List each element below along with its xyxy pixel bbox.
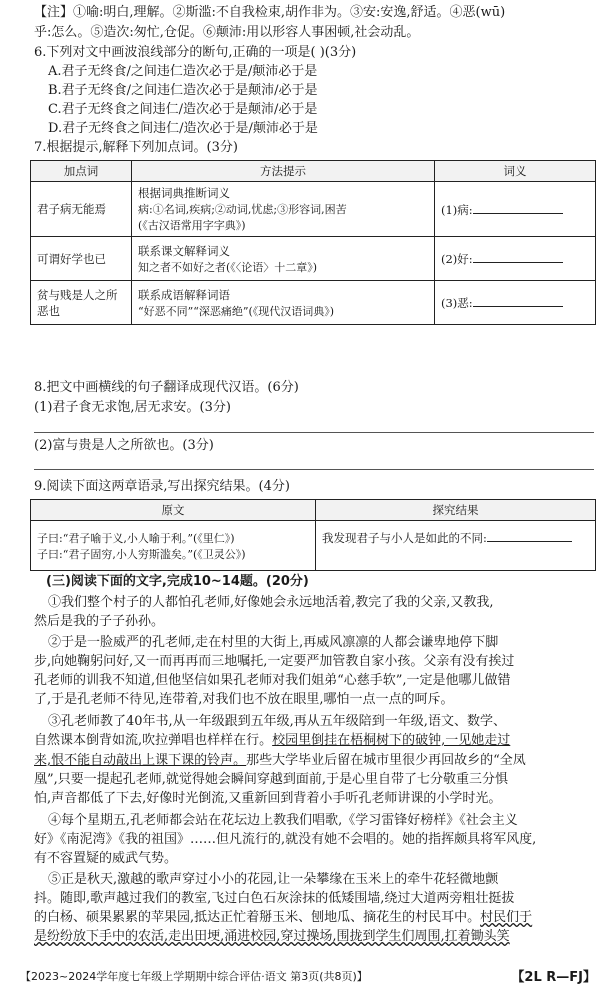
q9-quote-2: 子曰:“君子固穷,小人穷斯滥矣。”(《卫灵公》) bbox=[37, 547, 246, 561]
q7-header-meaning: 词义 bbox=[435, 161, 596, 182]
footer-code: 【2L R—FJ】 bbox=[511, 970, 596, 985]
q7-word: 可谓好学也已 bbox=[31, 237, 132, 281]
q7-hint-line: 病:①名词,疾病;②动词,忧虑;③形容词,困苦 bbox=[138, 203, 347, 216]
q7-row bbox=[31, 281, 596, 325]
q6-option-d: D.君子无终食之间违仁/造次必于是/颠沛必于是 bbox=[48, 121, 318, 136]
q9-result-cell bbox=[316, 521, 596, 571]
q9-result-label: 我发现君子与小人是如此的不同: bbox=[322, 531, 487, 545]
paragraph-line: ①我们整个村子的人都怕孔老师,好像她会永远地活着,教完了我的父亲,又教我, bbox=[48, 595, 494, 610]
paragraph-line: 步,向她鞠躬问好,又一而再再而三地嘱托,一定要严加管教自家小孩。父亲有没有挨过 bbox=[34, 654, 515, 669]
paragraph-text: 的白杨、硕果累累的苹果园,抵达正忙着掰玉米、刨地瓜、摘花生的村民耳中。 bbox=[34, 910, 481, 925]
q7-answer-cell bbox=[435, 237, 596, 281]
q7-answer-cell bbox=[435, 281, 596, 325]
q7-hint-cell bbox=[132, 281, 435, 325]
paragraph-line: 然后是我的子子孙孙。 bbox=[34, 614, 165, 629]
q7-hint-line: “好恶不同”“深恶痛绝”(《现代汉语词典》) bbox=[138, 304, 335, 318]
q9-table bbox=[30, 499, 596, 571]
q7-hint-line: 根据词典推断词义 bbox=[138, 186, 230, 200]
paragraph-line bbox=[34, 752, 526, 770]
q7-hint-cell bbox=[132, 237, 435, 281]
q7-answer-label: (1)病: bbox=[441, 202, 473, 217]
q9-quote-1: 子曰:“君子喻于义,小人喻于利。”(《里仁》) bbox=[37, 531, 235, 545]
q7-stem: 7.根据提示,解释下列加点词。(3分) bbox=[34, 140, 238, 155]
q9-stem: 9.阅读下面这两章语录,写出探究结果。(4分) bbox=[34, 479, 290, 494]
paragraph-line: ③孔老师教了40年书,从一年级跟到五年级,再从五年级陪到一年级,语文、数学、 bbox=[48, 714, 506, 729]
underlined-text: 来,恨不能自动敲出上课下课的铃声。 bbox=[34, 753, 247, 768]
q8-answer-line-2[interactable] bbox=[34, 469, 594, 470]
q6-option-b: B.君子无终食/之间违仁造次必于是颠沛/必于是 bbox=[48, 83, 318, 98]
q7-answer-label: (2)好: bbox=[441, 252, 473, 266]
answer-blank[interactable] bbox=[473, 294, 563, 307]
q9-header-original: 原文 bbox=[31, 500, 316, 521]
section3-title: (三)阅读下面的文字,完成10~14题。(20分) bbox=[46, 574, 309, 589]
paragraph-text: 自然课本倒背如流,吹拉弹唱也样样在行。 bbox=[34, 733, 273, 748]
paragraph-line: 怕,声音都低了下去,好像时光倒流,又重新回到背着小手听孔老师讲课的小学时光。 bbox=[34, 791, 502, 806]
wavy-underlined-text: 是纷纷放下手中的农活,走出田埂,涌进校园,穿过操场,围拢到学生们周围,扛着锄头笑 bbox=[34, 929, 510, 944]
answer-blank[interactable] bbox=[473, 201, 563, 214]
q8-answer-line-1[interactable] bbox=[34, 432, 594, 433]
answer-blank[interactable] bbox=[487, 529, 572, 542]
answer-blank[interactable] bbox=[473, 250, 563, 263]
q7-hint-line: (《古汉语常用字字典》) bbox=[138, 219, 246, 232]
underlined-text: 校园里倒挂在梧桐树下的破钟,一见她走过 bbox=[272, 733, 511, 748]
q9-header-result: 探究结果 bbox=[316, 500, 596, 521]
note-line-1: 【注】①喻:明白,理解。②斯滥:不自我检束,胡作非为。③安:安逸,舒适。④恶(wū) bbox=[34, 5, 506, 20]
q7-table bbox=[30, 160, 596, 325]
q7-header-hint: 方法提示 bbox=[132, 161, 435, 182]
paragraph-line: 有不容置疑的威武气势。 bbox=[34, 851, 178, 866]
paragraph-line: ④每个星期五,孔老师都会站在花坛边上教我们唱歌,《学习雷锋好榜样》《社会主义 bbox=[48, 813, 518, 828]
q7-hint-line: 联系课文解释词义 bbox=[138, 243, 230, 258]
page-footer bbox=[20, 966, 596, 986]
q7-word: 贫与贱是人之所恶也 bbox=[31, 281, 132, 325]
q8-stem: 8.把文中画横线的句子翻译成现代汉语。(6分) bbox=[34, 380, 299, 395]
paragraph-line bbox=[34, 909, 532, 927]
paragraph-line: 凰”,只要一提起孔老师,就觉得她会瞬间穿越到面前,于是心里自带了七分敬重三分惧 bbox=[34, 772, 509, 787]
q8-sentence-2: (2)富与贵是人之所欲也。(3分) bbox=[34, 438, 214, 453]
q7-answer-label: (3)恶: bbox=[441, 296, 473, 310]
q7-header-word: 加点词 bbox=[31, 161, 132, 182]
paragraph-text: 那些大学毕业后留在城市里很少再回故乡的“全凤 bbox=[246, 753, 526, 768]
q7-word: 君子病无能焉 bbox=[31, 182, 132, 237]
paragraph-line: ⑤正是秋天,激越的歌声穿过小小的花园,让一朵攀缘在玉米上的牵牛花轻微地颤 bbox=[48, 872, 499, 887]
q6-option-c: C.君子无终食之间违仁/造次必于是颠沛/必于是 bbox=[48, 102, 318, 117]
paragraph-line: 好》《南泥湾》《我的祖国》……但凡流行的,就没有她不会唱的。她的指挥颇具将军风度, bbox=[34, 832, 537, 847]
paragraph-line bbox=[34, 732, 510, 750]
paragraph-line: 孔老师的训我不知道,但他坚信如果孔老师对我们姐弟“心慈手软”,一定是他哪儿做错 bbox=[34, 673, 511, 688]
q7-row bbox=[31, 182, 596, 237]
footer-exam-info: 【2023~2024学年度七年级上学期期中综合评估·语文 第3页(共8页)】 bbox=[20, 970, 368, 983]
q7-hint-line: 知之者不如好之者(《〈论语〉十二章》) bbox=[138, 260, 318, 274]
note-line-2: 乎:怎么。⑤造次:匆忙,仓促。⑥颠沛:用以形容人事困顿,社会动乱。 bbox=[34, 25, 420, 40]
paragraph-line: ②于是一脸威严的孔老师,走在村里的大街上,再威风凛凛的人都会谦卑地停下脚 bbox=[48, 635, 499, 650]
paragraph-line: 抖。随即,歌声越过我们的教室,飞过白色石灰涂抹的低矮围墙,绕过大道两旁粗壮挺拔 bbox=[34, 891, 515, 906]
wavy-underlined-text: 村民们于 bbox=[480, 910, 533, 925]
q8-sentence-1: (1)君子食无求饱,居无求安。(3分) bbox=[34, 400, 231, 415]
q7-hint-cell bbox=[132, 182, 435, 237]
q7-hint-line: 联系成语解释词语 bbox=[138, 287, 230, 302]
q9-quotes-cell bbox=[31, 521, 316, 571]
q6-stem: 6.下列对文中画波浪线部分的断句,正确的一项是( )(3分) bbox=[34, 45, 357, 60]
q6-option-a: A.君子无终食/之间违仁造次必于是/颠沛必于是 bbox=[48, 64, 318, 79]
q7-row bbox=[31, 237, 596, 281]
paragraph-line: 了,于是孔老师不待见,连带着,对我们也不放在眼里,哪怕一点一点的呵斥。 bbox=[34, 692, 454, 707]
q7-answer-cell bbox=[435, 182, 596, 237]
